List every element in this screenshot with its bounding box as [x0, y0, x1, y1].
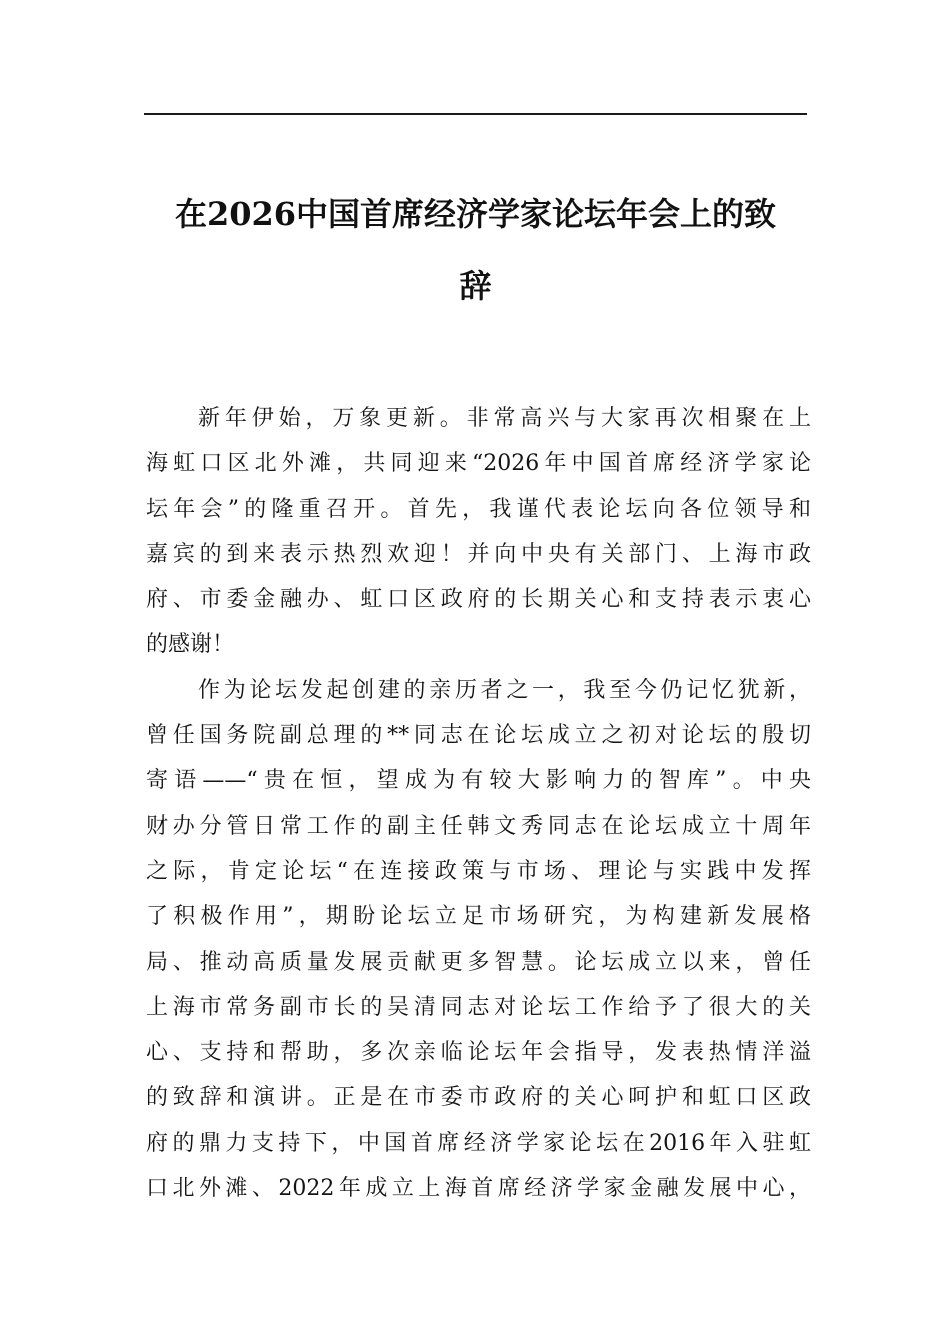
document-title — [144, 166, 807, 334]
text-line: 了积极作用”，期盼论坛立足市场研究，为构建新发展格 — [146, 904, 811, 930]
text-line: 的感谢！ — [146, 632, 235, 658]
title-line: 在2026中国首席经济学家论坛年会上的致 — [174, 195, 777, 233]
document-body — [146, 396, 811, 1211]
title-line: 辞 — [459, 267, 492, 305]
text-line: 局、推动高质量发展贡献更多智慧。论坛成立以来，曾任 — [146, 949, 811, 975]
text-line: 的致辞和演讲。正是在市委市政府的关心呵护和虹口区政 — [146, 1085, 811, 1111]
text-line: 上海市常务副市长的吴清同志对论坛工作给予了很大的关 — [146, 994, 811, 1020]
text-line: 曾任国务院副总理的**同志在论坛成立之初对论坛的殷切 — [146, 723, 811, 749]
text-line: 府的鼎力支持下，中国首席经济学家论坛在2016年入驻虹 — [146, 1130, 811, 1156]
text-line: 府、市委金融办、虹口区政府的长期关心和支持表示衷心 — [146, 587, 811, 613]
text-line: 新年伊始，万象更新。非常高兴与大家再次相聚在上 — [198, 406, 811, 431]
text-line: 财办分管日常工作的副主任韩文秀同志在论坛成立十周年 — [146, 813, 811, 839]
text-line: 之际，肯定论坛“在连接政策与市场、理论与实践中发挥 — [146, 858, 811, 884]
text-line: 作为论坛发起创建的亲历者之一，我至今仍记忆犹新， — [198, 677, 811, 703]
text-line: 口北外滩、2022年成立上海首席经济学家金融发展中心， — [146, 1176, 811, 1202]
text-line: 坛年会”的隆重召开。首先，我谨代表论坛向各位领导和 — [146, 496, 811, 522]
text-line: 寄语——“贵在恒，望成为有较大影响力的智库”。中央 — [146, 768, 811, 794]
paragraph-2 — [146, 668, 811, 1212]
paragraph-1 — [146, 396, 811, 668]
header-rule — [144, 113, 807, 115]
text-line: 心、支持和帮助，多次亲临论坛年会指导，发表热情洋溢 — [146, 1040, 811, 1066]
text-line: 嘉宾的到来表示热烈欢迎！并向中央有关部门、上海市政 — [146, 541, 811, 567]
text-line: 海虹口区北外滩，共同迎来“2026年中国首席经济学家论 — [146, 451, 811, 477]
